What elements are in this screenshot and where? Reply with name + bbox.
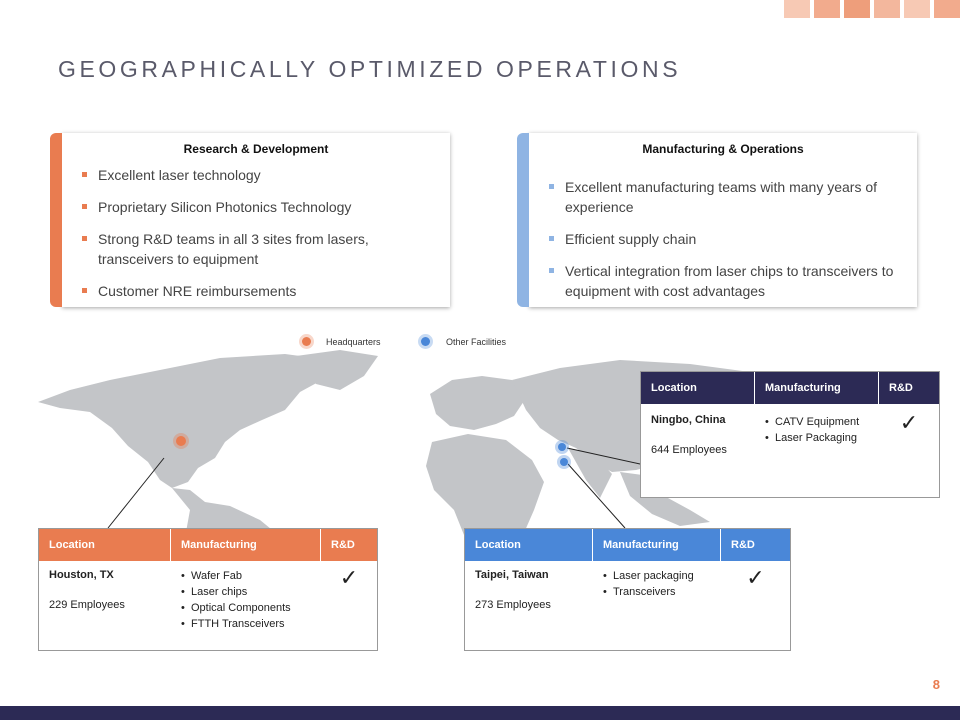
page-title: GEOGRAPHICALLY OPTIMIZED OPERATIONS [58,56,682,82]
location-name: Taipei, Taiwan [475,569,549,581]
ningbo-marker-icon[interactable] [558,443,566,451]
bullet-icon [549,236,554,241]
north-america-shape [38,354,330,488]
bullet-icon [549,184,554,189]
rd-card-heading: Research & Development [183,142,329,156]
page-number: 8 [932,677,940,692]
check-icon: ✓ [746,565,765,590]
table-row [39,561,377,639]
rd-card [62,133,450,307]
deco-square [814,0,840,18]
header-manufacturing: Manufacturing [755,372,879,404]
list-item: Customer NRE reimbursements [82,281,436,301]
table-header [465,529,790,561]
manufacturing-cell [755,404,879,466]
list-item: Strong R&D teams in all 3 sites from lasers, transceivers to equipment [82,229,436,269]
bullet-icon [82,236,87,241]
rd-list [82,165,436,313]
location-name: Ningbo, China [651,414,726,426]
table-header [39,529,377,561]
houston-marker-icon[interactable] [176,436,186,446]
bullet-icon [82,288,87,293]
legend-headquarters: Headquarters [326,337,381,347]
list-item: Excellent manufacturing teams with many years of experience [549,177,903,217]
list-item: Vertical integration from laser chips to transceivers to equipment with cost advantages [549,261,903,301]
footer-bar [0,706,960,720]
check-icon: ✓ [899,410,919,435]
list-item: • Optical Components [179,600,313,616]
employee-count: 229 Employees [49,599,125,611]
table-header [641,372,939,404]
list-item: • Laser chips [179,584,313,600]
list-item: Excellent laser technology [82,165,436,185]
headquarters-dot-icon [302,337,311,346]
houston-table [38,528,378,651]
europe-shape [430,376,526,430]
manufacturing-cell [171,561,321,639]
employee-count: 644 Employees [651,444,727,456]
bullet-icon [549,268,554,273]
ningbo-table [640,371,940,498]
mfg-card [529,133,917,307]
check-icon: ✓ [339,565,359,590]
location-cell [465,561,593,619]
header-location: Location [39,529,171,561]
header-location: Location [465,529,593,561]
bullet-icon [82,204,87,209]
houston-connector [108,458,164,528]
mfg-list [549,177,903,313]
location-name: Houston, TX [49,569,114,581]
taipei-table [464,528,791,651]
list-item: • Transceivers [601,584,713,600]
employee-count: 273 Employees [475,599,551,611]
deco-square [874,0,900,18]
list-item: • FTTH Transceivers [179,616,313,632]
header-location: Location [641,372,755,404]
other-facilities-dot-icon [421,337,430,346]
manufacturing-cell [593,561,721,619]
top-decoration [780,0,960,18]
table-row [641,404,939,466]
location-cell [641,404,755,466]
mfg-card-accent [517,133,529,307]
list-item: • Laser Packaging [763,430,871,446]
header-rd: R&D [889,382,913,394]
table-row [465,561,790,619]
mfg-card-heading: Manufacturing & Operations [642,142,804,156]
deco-square [784,0,810,18]
list-item: • CATV Equipment [763,414,871,430]
header-manufacturing: Manufacturing [171,529,321,561]
list-item: Proprietary Silicon Photonics Technology [82,197,436,217]
list-item: • Wafer Fab [179,568,313,584]
header-rd: R&D [731,539,755,551]
list-item: • Laser packaging [601,568,713,584]
header-manufacturing: Manufacturing [593,529,721,561]
location-cell [39,561,171,639]
bullet-icon [82,172,87,177]
list-item: Efficient supply chain [549,229,903,249]
rd-card-accent [50,133,62,307]
header-rd: R&D [331,539,355,551]
deco-square [844,0,870,18]
deco-square [934,0,960,18]
legend-other-facilities: Other Facilities [446,337,507,347]
taipei-marker-icon[interactable] [560,458,568,466]
deco-square [904,0,930,18]
